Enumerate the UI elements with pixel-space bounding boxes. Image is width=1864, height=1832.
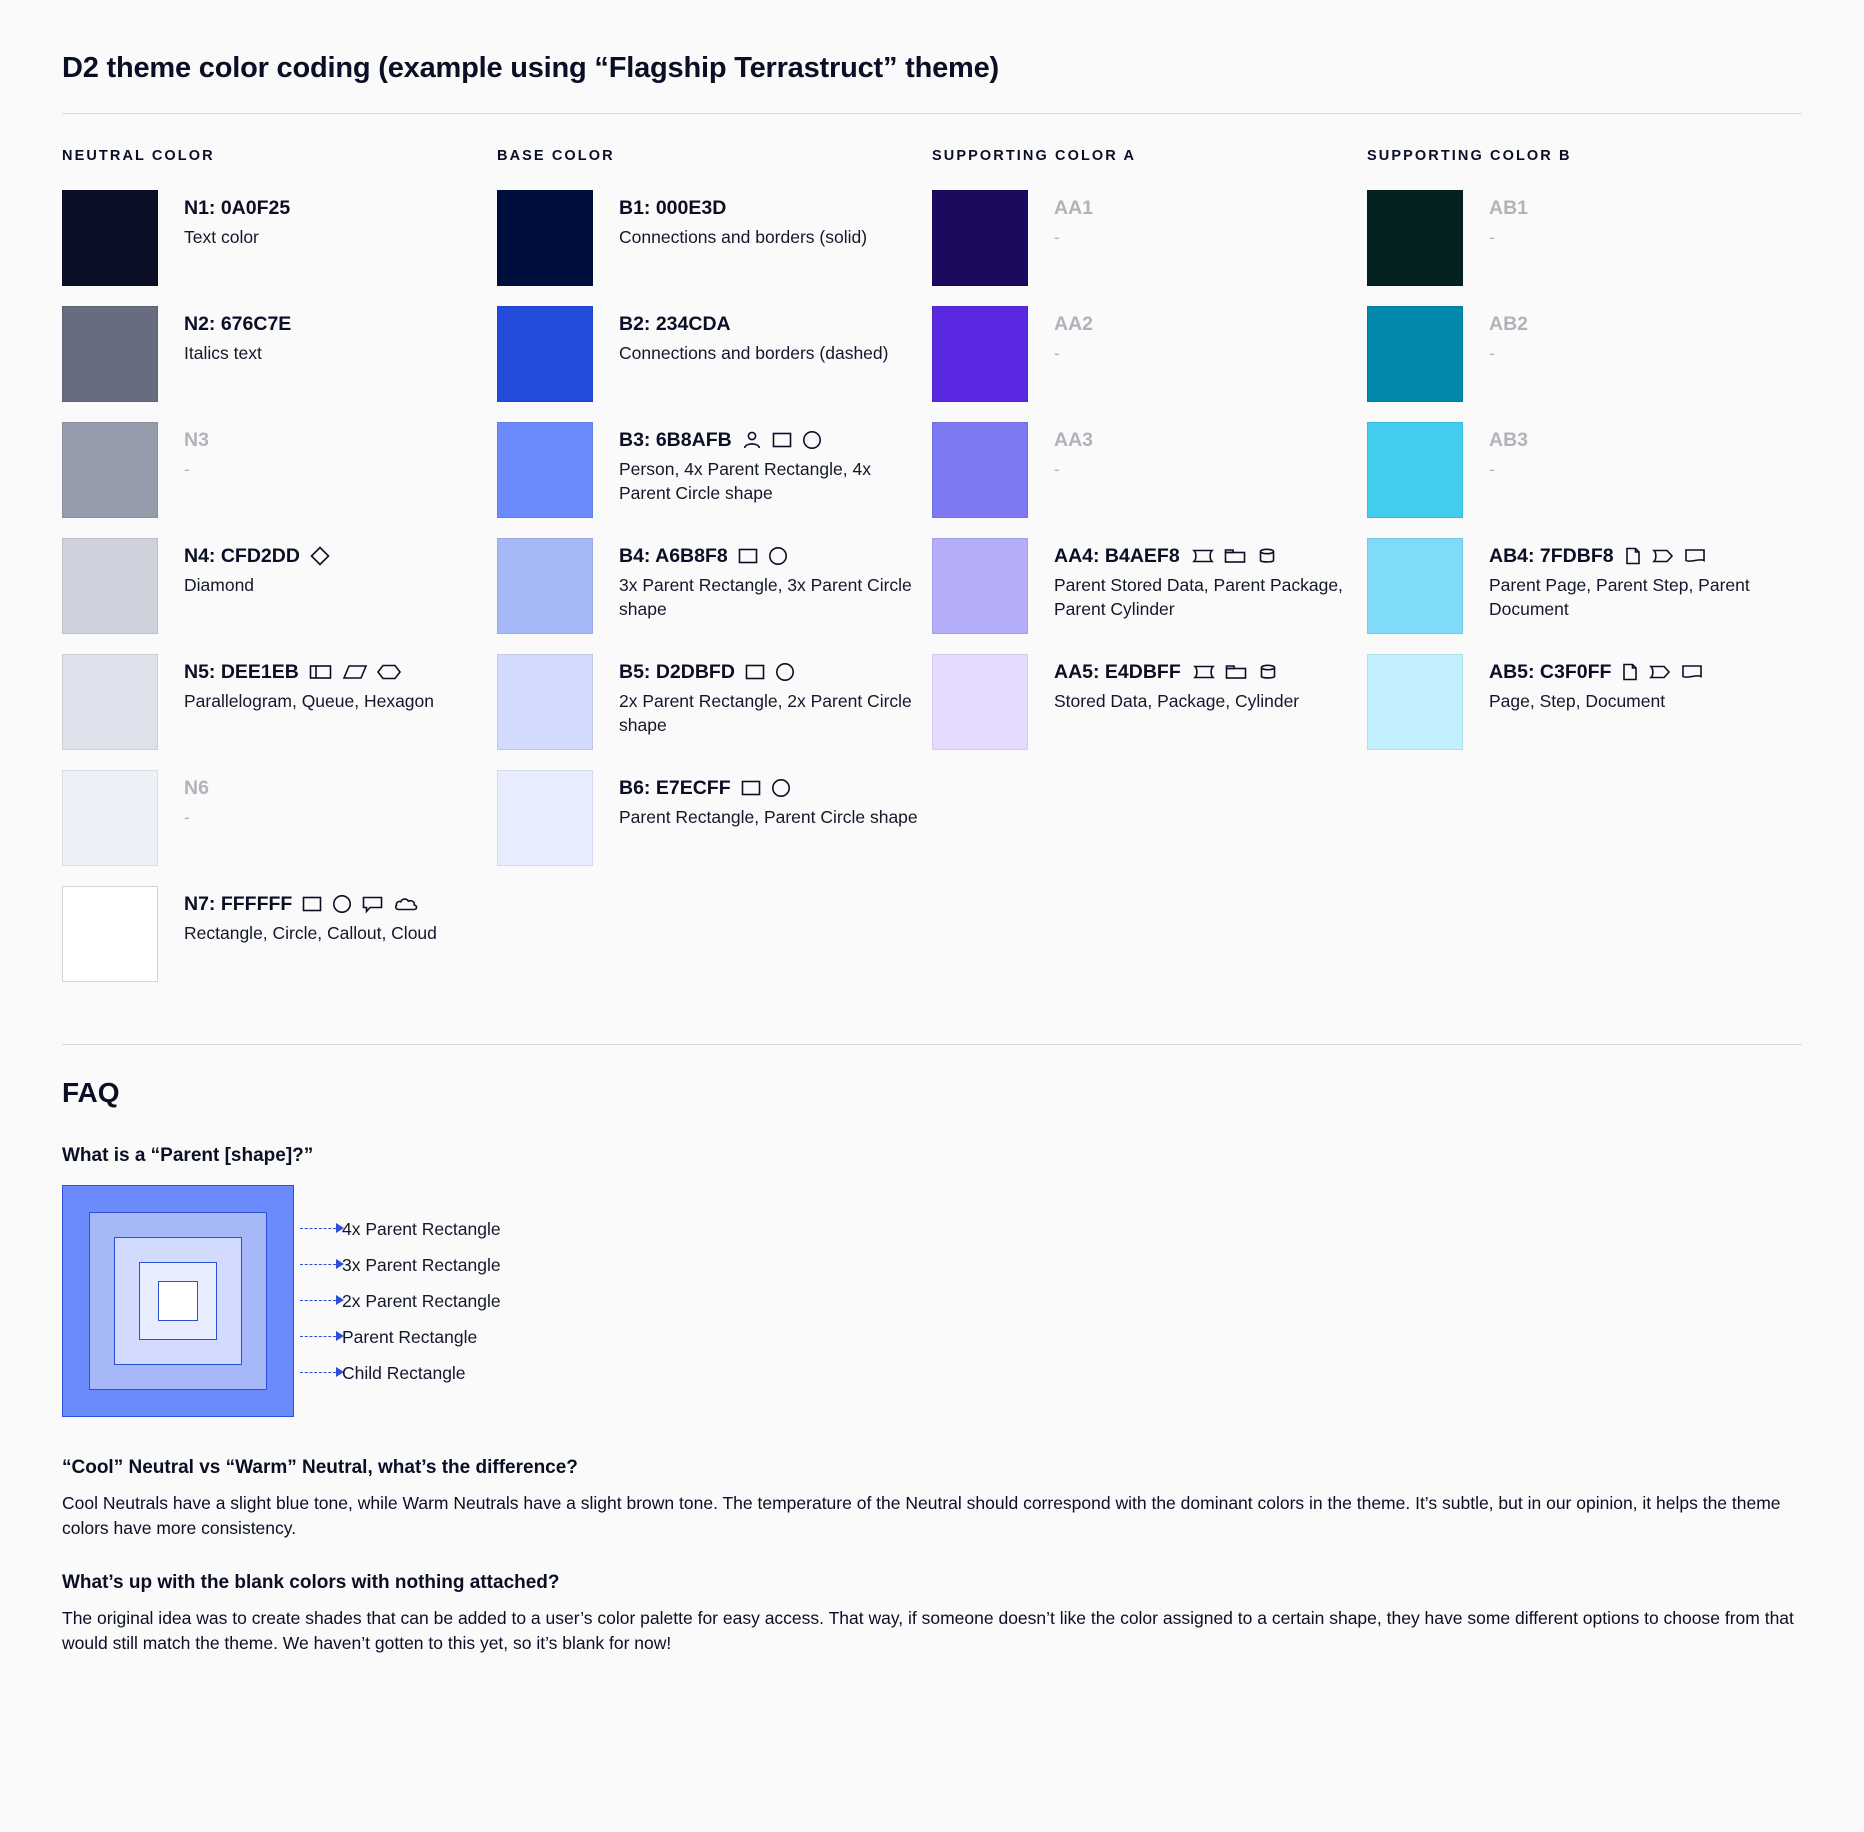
color-swatch	[62, 538, 158, 634]
color-row-text	[1054, 654, 1367, 714]
color-code-label: B5: D2DBFD	[619, 661, 735, 683]
color-row-text	[1054, 306, 1367, 366]
step-icon	[1651, 545, 1675, 567]
color-row-description: 3x Parent Rectangle, 3x Parent Circle shape	[619, 575, 912, 619]
color-row-text	[184, 190, 497, 250]
color-row-title	[184, 892, 497, 916]
step-icon	[1648, 661, 1672, 683]
color-row-title	[1489, 544, 1802, 568]
color-row-title	[619, 428, 932, 452]
color-row	[62, 306, 497, 402]
document-icon	[1683, 545, 1707, 567]
color-row-description: -	[1054, 459, 1060, 480]
legend-connector	[300, 1300, 336, 1301]
color-row-text	[1054, 190, 1367, 250]
color-row-text	[619, 306, 932, 366]
color-code-label: AA5: E4DBFF	[1054, 661, 1181, 683]
color-row	[932, 538, 1367, 634]
shape-icon-group	[737, 545, 789, 567]
color-swatch	[62, 422, 158, 518]
shape-icon-group	[740, 777, 792, 799]
color-row-description: Parent Stored Data, Parent Package, Parent Cylinder	[1054, 575, 1343, 619]
column-heading: SUPPORTING COLOR A	[932, 148, 1137, 164]
color-code-label: AA1	[1054, 197, 1094, 219]
shape-icon-group	[1620, 661, 1704, 683]
color-column	[62, 148, 497, 1002]
color-swatch	[62, 190, 158, 286]
stored-data-icon	[1190, 661, 1216, 683]
color-row-description: Parent Page, Parent Step, Parent Document	[1489, 575, 1750, 619]
nest-level-child	[158, 1281, 198, 1321]
color-row-text	[184, 306, 497, 366]
legend-label: Parent Rectangle	[342, 1327, 478, 1347]
color-row	[1367, 538, 1802, 634]
circle-icon	[774, 661, 796, 683]
shape-icon-group	[301, 893, 421, 915]
faq-question-2: “Cool” Neutral vs “Warm” Neutral, what’s the difference?	[62, 1457, 578, 1478]
color-row-title	[184, 544, 497, 568]
person-icon	[741, 429, 763, 451]
cloud-icon	[393, 893, 421, 915]
color-code-label: B2: 234CDA	[619, 313, 731, 335]
color-row-description: Parallelogram, Queue, Hexagon	[184, 691, 435, 712]
color-row-description: Parent Rectangle, Parent Circle shape	[619, 807, 918, 828]
color-swatch	[497, 654, 593, 750]
color-code-label: AB4: 7FDBF8	[1489, 545, 1614, 567]
legend-connector	[300, 1372, 336, 1373]
color-row-description: Person, 4x Parent Rectangle, 4x Parent Circle shape	[619, 459, 871, 503]
parent-shape-diagram	[62, 1185, 1802, 1417]
faq-divider	[62, 1044, 1802, 1045]
color-swatch	[62, 654, 158, 750]
color-row-text	[619, 422, 932, 506]
color-row-title	[619, 196, 932, 220]
nest-legend	[300, 1185, 720, 1417]
color-swatch	[1367, 654, 1463, 750]
callout-icon	[361, 893, 385, 915]
color-row-text	[1489, 422, 1802, 482]
color-code-label: N4: CFD2DD	[184, 545, 300, 567]
color-row	[1367, 190, 1802, 286]
color-code-label: B3: 6B8AFB	[619, 429, 732, 451]
cylinder-icon	[1257, 545, 1277, 567]
page-title: D2 theme color coding (example using “Flagship Terrastruct” theme)	[62, 52, 1000, 84]
color-row-text	[1489, 306, 1802, 366]
color-swatch	[62, 886, 158, 982]
circle-icon	[767, 545, 789, 567]
color-row-text	[619, 770, 932, 830]
color-row-title	[1489, 660, 1802, 684]
color-code-label: N1: 0A0F25	[184, 197, 291, 219]
color-row-title	[184, 776, 497, 800]
column-heading: SUPPORTING COLOR B	[1367, 148, 1572, 164]
color-row	[62, 654, 497, 750]
legend-connector	[300, 1264, 336, 1265]
legend-label: 2x Parent Rectangle	[342, 1291, 501, 1311]
color-row-text	[619, 654, 932, 738]
color-row-text	[619, 538, 932, 622]
shape-icon-group	[308, 661, 402, 683]
color-code-label: B6: E7ECFF	[619, 777, 731, 799]
color-row-description: Rectangle, Circle, Callout, Cloud	[184, 923, 437, 944]
color-row-title	[1054, 660, 1367, 684]
color-row-title	[1489, 428, 1802, 452]
color-row	[497, 654, 932, 750]
color-row-title	[184, 660, 497, 684]
color-row-description: -	[1054, 227, 1060, 248]
rectangle-icon	[301, 893, 323, 915]
color-row	[1367, 422, 1802, 518]
color-row	[932, 190, 1367, 286]
color-row-description: Stored Data, Package, Cylinder	[1054, 691, 1300, 712]
circle-icon	[801, 429, 823, 451]
color-row-description: -	[1489, 343, 1495, 364]
rectangle-icon	[744, 661, 766, 683]
color-row-description: Connections and borders (dashed)	[619, 343, 889, 364]
color-row-description: -	[184, 459, 190, 480]
color-row	[1367, 306, 1802, 402]
color-swatch	[1367, 306, 1463, 402]
color-row-description: Italics text	[184, 343, 262, 364]
color-code-label: AB3	[1489, 429, 1529, 451]
diamond-icon	[309, 545, 331, 567]
package-icon	[1223, 545, 1249, 567]
color-row-text	[184, 654, 497, 714]
color-row-title	[1054, 428, 1367, 452]
parallelogram-icon	[342, 661, 368, 683]
color-code-label: AB2	[1489, 313, 1529, 335]
color-row-text	[184, 538, 497, 598]
color-swatch	[932, 306, 1028, 402]
color-row	[62, 770, 497, 866]
document-icon	[1680, 661, 1704, 683]
color-row	[497, 422, 932, 518]
shape-icon-group	[744, 661, 796, 683]
nest-level-2x	[114, 1237, 242, 1365]
page-icon	[1623, 545, 1643, 567]
color-swatch	[497, 422, 593, 518]
color-swatch	[1367, 538, 1463, 634]
faq-heading: FAQ	[62, 1077, 120, 1108]
circle-icon	[331, 893, 353, 915]
color-row	[497, 190, 932, 286]
color-row	[497, 538, 932, 634]
faq-answer-2: Cool Neutrals have a slight blue tone, while Warm Neutrals have a slight brown tone. The temperature of the Neutral should correspond with the dominant colors in the theme. It’s subtle, but in our opinion, it helps the theme colors have more consistency.	[62, 1493, 1781, 1539]
color-code-label: N7: FFFFFF	[184, 893, 293, 915]
faq-answer-3: The original idea was to create shades that can be added to a user’s color palette for easy access. That way, if someone doesn’t like the color assigned to a certain shape, they have some different options to choose from that would still match the theme. We haven’t gotten to this yet, so it’s blank for now!	[62, 1607, 1794, 1654]
queue-icon	[308, 661, 334, 683]
color-row-title	[619, 660, 932, 684]
rectangle-icon	[771, 429, 793, 451]
color-row-title	[619, 544, 932, 568]
color-code-label: N2: 676C7E	[184, 313, 292, 335]
color-column	[497, 148, 932, 1002]
color-swatch	[1367, 190, 1463, 286]
color-code-label: AA4: B4AEF8	[1054, 545, 1180, 567]
color-swatch	[62, 306, 158, 402]
nest-level-parent	[139, 1262, 217, 1340]
color-row-description: -	[1489, 227, 1495, 248]
nest-level-3x	[89, 1212, 267, 1390]
color-column	[1367, 148, 1802, 1002]
legend-connector	[300, 1228, 336, 1229]
color-row	[62, 190, 497, 286]
color-row-title	[619, 776, 932, 800]
color-column	[932, 148, 1367, 1002]
rectangle-icon	[737, 545, 759, 567]
color-swatch	[932, 190, 1028, 286]
color-code-label: AB5: C3F0FF	[1489, 661, 1612, 683]
color-row-text	[619, 190, 932, 250]
color-code-label: AA2	[1054, 313, 1094, 335]
legend-label: 3x Parent Rectangle	[342, 1255, 501, 1275]
rectangle-icon	[740, 777, 762, 799]
color-row-text	[1489, 654, 1802, 714]
color-row-text	[184, 770, 497, 830]
nest-level-4x	[62, 1185, 294, 1417]
color-row	[62, 422, 497, 518]
color-row	[497, 770, 932, 866]
color-swatch	[497, 190, 593, 286]
shape-icon-group	[1189, 545, 1277, 567]
shape-icon-group	[1190, 661, 1278, 683]
color-row-text	[1489, 538, 1802, 622]
legend-label: 4x Parent Rectangle	[342, 1219, 501, 1239]
hexagon-icon	[376, 661, 402, 683]
color-row-text	[1054, 538, 1367, 622]
color-row	[497, 306, 932, 402]
color-row-title	[184, 428, 497, 452]
color-row-text	[184, 422, 497, 482]
color-row-title	[184, 196, 497, 220]
color-row-title	[1489, 196, 1802, 220]
color-row-text	[184, 886, 497, 946]
color-row-title	[1054, 312, 1367, 336]
color-swatch	[497, 770, 593, 866]
color-row-description: -	[184, 807, 190, 828]
color-row-text	[1489, 190, 1802, 250]
color-row-description: Diamond	[184, 575, 255, 596]
color-row-description: Connections and borders (solid)	[619, 227, 868, 248]
color-swatch	[1367, 422, 1463, 518]
faq-question-1: What is a “Parent [shape]?”	[62, 1145, 314, 1166]
shape-icon-group	[1623, 545, 1707, 567]
shape-icon-group	[741, 429, 823, 451]
color-code-label: B4: A6B8F8	[619, 545, 728, 567]
color-row-description: -	[1054, 343, 1060, 364]
column-heading: NEUTRAL COLOR	[62, 148, 215, 164]
color-code-label: B1: 000E3D	[619, 197, 727, 219]
shape-icon-group	[309, 545, 331, 567]
color-columns	[62, 148, 1802, 1002]
color-row-description: -	[1489, 459, 1495, 480]
color-code-label: N3	[184, 429, 209, 451]
color-row-title	[1054, 196, 1367, 220]
color-swatch	[932, 538, 1028, 634]
stored-data-icon	[1189, 545, 1215, 567]
color-row	[62, 886, 497, 982]
color-row	[932, 422, 1367, 518]
color-row-title	[619, 312, 932, 336]
color-code-label: N6	[184, 777, 209, 799]
column-heading: BASE COLOR	[497, 148, 615, 164]
color-code-label: N5: DEE1EB	[184, 661, 299, 683]
cylinder-icon	[1258, 661, 1278, 683]
color-row-description: Page, Step, Document	[1489, 691, 1666, 712]
color-swatch	[497, 538, 593, 634]
color-row	[932, 306, 1367, 402]
color-row	[1367, 654, 1802, 750]
color-row-description: 2x Parent Rectangle, 2x Parent Circle shape	[619, 691, 912, 735]
circle-icon	[770, 777, 792, 799]
legend-label: Child Rectangle	[342, 1363, 466, 1383]
color-row-text	[1054, 422, 1367, 482]
divider	[62, 113, 1802, 114]
color-swatch	[497, 306, 593, 402]
color-row-title	[1489, 312, 1802, 336]
faq-question-3: What’s up with the blank colors with nothing attached?	[62, 1571, 560, 1593]
color-swatch	[932, 654, 1028, 750]
color-row-title	[184, 312, 497, 336]
package-icon	[1224, 661, 1250, 683]
color-swatch	[932, 422, 1028, 518]
color-row	[62, 538, 497, 634]
color-row	[932, 654, 1367, 750]
page-icon	[1620, 661, 1640, 683]
color-swatch	[62, 770, 158, 866]
color-row-title	[1054, 544, 1367, 568]
color-code-label: AB1	[1489, 197, 1529, 219]
color-row-description: Text color	[184, 227, 259, 248]
color-code-label: AA3	[1054, 429, 1094, 451]
legend-connector	[300, 1336, 336, 1337]
